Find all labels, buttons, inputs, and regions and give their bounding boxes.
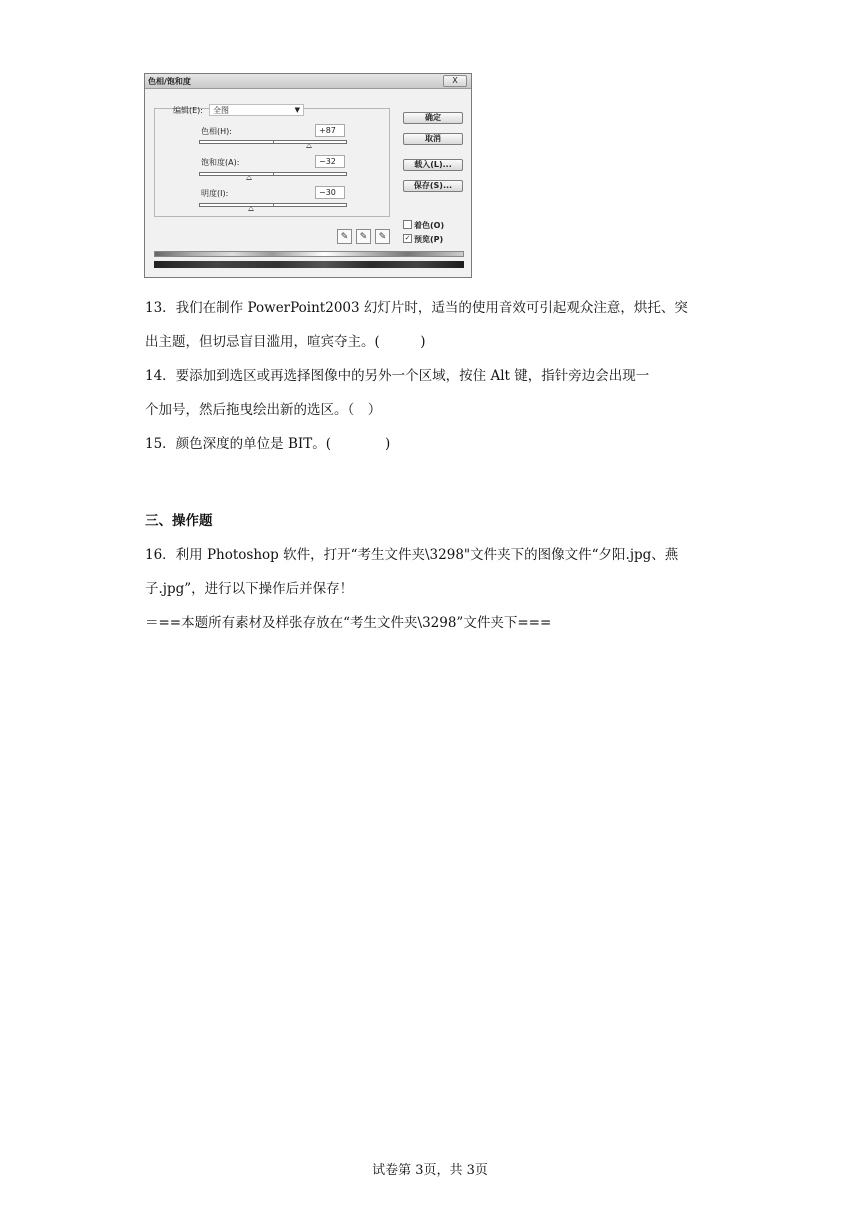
dialog-title: 色相/饱和度	[148, 77, 191, 86]
lightness-slider-thumb[interactable]	[248, 206, 254, 211]
output-color-bar	[154, 261, 464, 268]
lightness-slider-center-tick	[273, 204, 274, 206]
lightness-label: 明度(I):	[201, 189, 229, 198]
hue-label: 色相(H):	[201, 127, 232, 136]
hue-slider-track[interactable]	[199, 140, 347, 144]
cancel-button[interactable]: 取消	[403, 133, 463, 145]
question-16-line-2: 子.jpg”，进行以下操作后并保存！	[145, 581, 354, 597]
save-button[interactable]: 保存(S)...	[403, 180, 463, 192]
lightness-input[interactable]: −30	[315, 186, 345, 199]
chevron-down-icon: ▼	[294, 106, 300, 114]
input-color-bar	[154, 251, 464, 257]
colorize-checkbox[interactable]	[403, 220, 412, 229]
dialog-titlebar	[145, 74, 471, 89]
question-16-line-1: 16．利用 Photoshop 软件，打开“考生文件夹\3298"文件夹下的图像文件“夕阳.jpg、燕	[145, 547, 679, 563]
preview-label: 预览(P)	[414, 235, 444, 244]
eyedropper-plus-icon[interactable]: ✎	[356, 229, 371, 244]
hue-slider-thumb[interactable]	[306, 143, 312, 148]
eyedropper-icon[interactable]: ✎	[337, 229, 352, 244]
question-14-line-1: 14．要添加到选区或再选择图像中的另外一个区域，按住 Alt 键，指针旁边会出现一	[145, 368, 650, 384]
page-footer: 试卷第 3页，共 3页	[372, 1163, 488, 1178]
question-13-line-1: 13．我们在制作 PowerPoint2003 幻灯片时，适当的使用音效可引起观众注意，烘托、突	[145, 300, 688, 316]
hue-slider-center-tick	[273, 141, 274, 143]
colorize-label: 着色(O)	[414, 221, 445, 230]
question-13-line-2: 出主题，但切忌盲目滥用，喧宾夺主。( )	[145, 334, 426, 350]
lightness-slider-track[interactable]	[199, 203, 347, 207]
edit-dropdown[interactable]	[209, 104, 304, 116]
hue-input[interactable]: +87	[315, 124, 345, 137]
ok-button[interactable]: 确定	[403, 112, 463, 124]
preview-checkbox[interactable]: ✓	[404, 234, 411, 242]
saturation-label: 饱和度(A):	[201, 158, 240, 167]
eyedropper-minus-icon[interactable]: ✎	[375, 229, 390, 244]
question-15-line-1: 15．颜色深度的单位是 BIT。( )	[145, 436, 391, 452]
hue-saturation-dialog	[144, 73, 472, 278]
load-button[interactable]: 载入(L)...	[403, 159, 463, 171]
question-16-note: ＝==本题所有素材及样张存放在“考生文件夹\3298”文件夹下===	[145, 615, 552, 631]
edit-label: 编辑(E):	[173, 106, 203, 115]
edit-dropdown-value: 全图	[213, 106, 229, 115]
adjustment-group	[154, 108, 390, 217]
saturation-slider-thumb[interactable]	[246, 175, 252, 180]
saturation-slider-center-tick	[273, 173, 274, 175]
saturation-input[interactable]: −32	[315, 155, 345, 168]
saturation-slider-track[interactable]	[199, 172, 347, 176]
close-button[interactable]: X	[443, 75, 467, 87]
section-heading: 三、操作题	[145, 513, 213, 529]
question-14-line-2: 个加号，然后拖曳绘出新的选区。（ ）	[145, 402, 382, 418]
